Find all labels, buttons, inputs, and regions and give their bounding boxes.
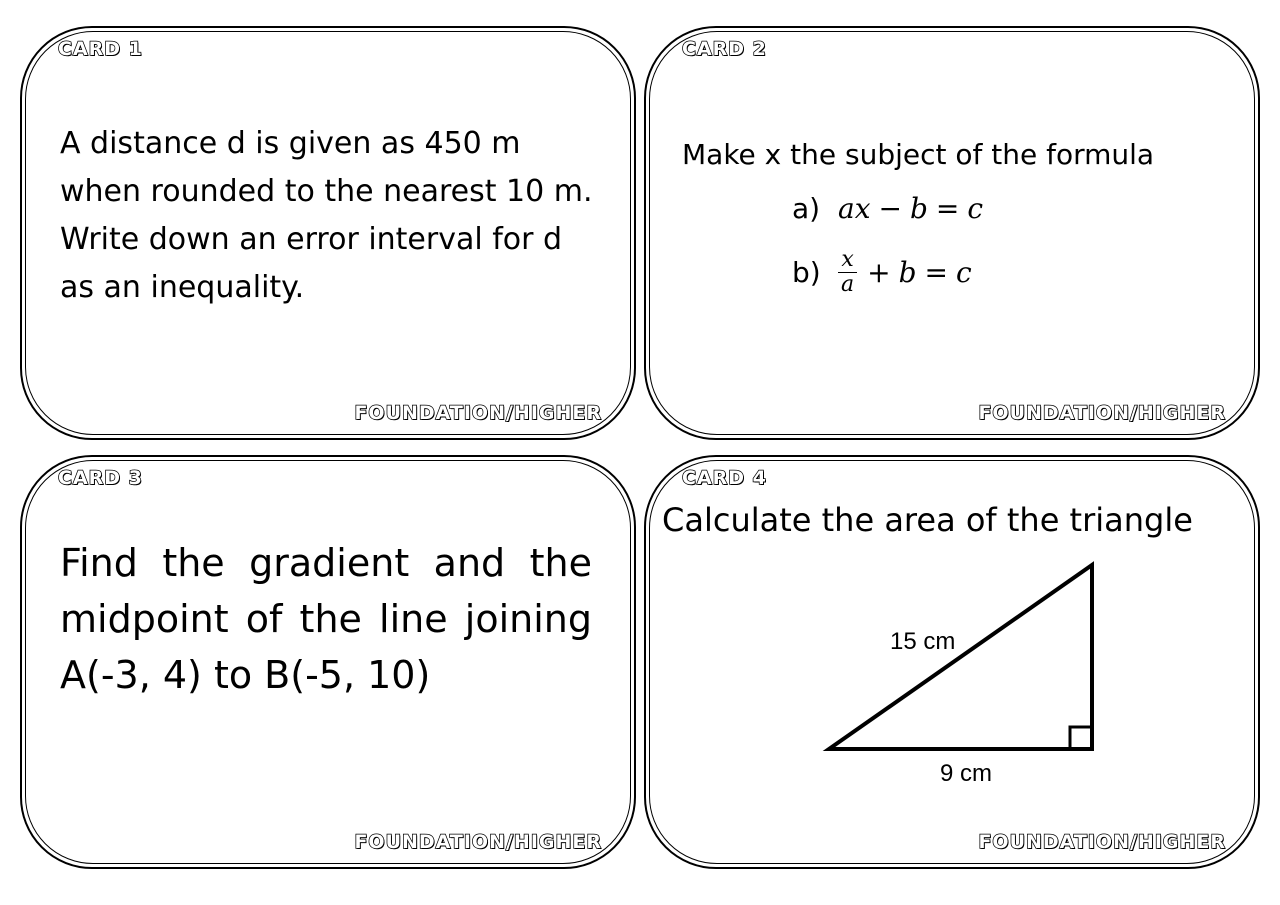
part-label: a)	[792, 192, 821, 225]
numerator: x	[838, 248, 856, 273]
card-label: CARD 4	[682, 467, 767, 489]
triangle-diagram	[646, 457, 1262, 871]
card-4	[644, 455, 1260, 869]
question-text: A distance d is given as 450 m when rounded to the nearest 10 m. Write down an error interval for d as an inequality.	[60, 126, 593, 305]
question-text: Find the gradient and the midpoint of the line joining A(-3, 4) to B(-5, 10)	[60, 541, 592, 697]
card-1	[20, 26, 636, 440]
base-label: 9 cm	[940, 760, 993, 787]
question-text: Make x the subject of the formula	[682, 138, 1155, 171]
card-label: CARD 3	[58, 467, 143, 489]
right-angle-marker	[1070, 727, 1092, 749]
denominator: a	[841, 272, 855, 297]
card-2	[644, 26, 1260, 440]
card-3	[20, 455, 636, 869]
card-label: CARD 1	[58, 38, 143, 60]
card-label: CARD 2	[682, 38, 767, 60]
level-label: FOUNDATION/HIGHER	[354, 402, 602, 424]
question-text: Calculate the area of the triangle	[662, 501, 1193, 539]
level-label: FOUNDATION/HIGHER	[978, 831, 1226, 853]
level-label: FOUNDATION/HIGHER	[354, 831, 602, 853]
formula: $\frac{x}{a}$ + b = c	[838, 248, 972, 297]
level-label: FOUNDATION/HIGHER	[978, 402, 1226, 424]
formula-part-b	[792, 248, 972, 297]
part-label: b)	[792, 256, 821, 289]
formula-part-a	[792, 192, 983, 225]
fraction	[838, 248, 857, 297]
hypotenuse-label: 15 cm	[890, 628, 956, 655]
triangle-shape	[829, 565, 1092, 749]
formula: ax − b = c	[838, 192, 984, 225]
